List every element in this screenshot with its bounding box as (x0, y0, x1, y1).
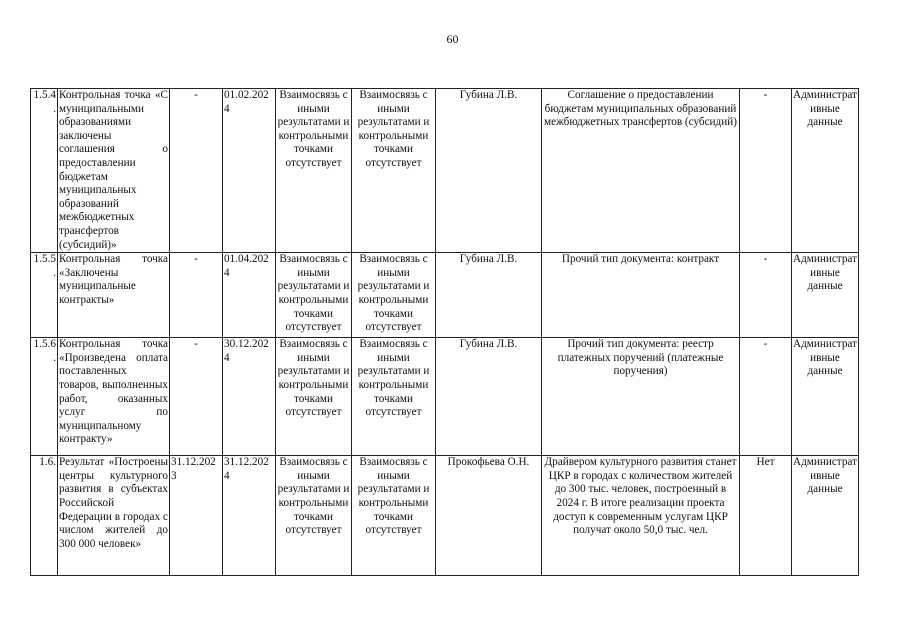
event-name: Контрольная точка «Заключены муниципальные контракты» (58, 253, 170, 338)
responsible: Губина Л.В. (436, 338, 542, 456)
predecessors: Взаимосвязь с иными результатами и контрольными точками отсутствует (276, 89, 352, 253)
table-row (31, 253, 859, 338)
end-date: 31.12.2024 (223, 456, 276, 576)
responsible: Губина Л.В. (436, 89, 542, 253)
start-date: - (170, 338, 223, 456)
gis-flag: - (740, 253, 792, 338)
info-system: Административные данные (792, 89, 859, 253)
predecessors: Взаимосвязь с иными результатами и контрольными точками отсутствует (276, 253, 352, 338)
info-system: Административные данные (792, 456, 859, 576)
page-number: 60 (446, 32, 459, 46)
start-date: 31.12.2023 (170, 456, 223, 576)
info-system: Административные данные (792, 338, 859, 456)
responsible: Губина Л.В. (436, 253, 542, 338)
row-number: 1.6. (31, 456, 58, 576)
table-row (31, 456, 859, 576)
event-name: Результат «Построены центры культурного развития в субъектах Российской Федерации в городах с числом жителей до 300 000 человек» (58, 456, 170, 576)
successors: Взаимосвязь с иными результатами и контрольными точками отсутствует (352, 253, 436, 338)
row-number: 1.5.6. (31, 338, 58, 456)
successors: Взаимосвязь с иными результатами и контрольными точками отсутствует (352, 338, 436, 456)
row-number: 1.5.5. (31, 253, 58, 338)
document-type: Прочий тип документа: контракт (542, 253, 740, 338)
successors: Взаимосвязь с иными результатами и контрольными точками отсутствует (352, 89, 436, 253)
document-type: Драйвером культурного развития станет ЦКР в городах с количеством жителей до 300 тыс. человек, построенный в 2024 г. В итоге реализации проекта доступ к современным услугам ЦКР получат около 50,0 тыс. чел. (542, 456, 740, 576)
gis-flag: - (740, 338, 792, 456)
predecessors: Взаимосвязь с иными результатами и контрольными точками отсутствует (276, 338, 352, 456)
responsible: Прокофьева О.Н. (436, 456, 542, 576)
gis-flag: Нет (740, 456, 792, 576)
document-type: Соглашение о предоставлении бюджетам муниципальных образований межбюджетных трансфертов (субсидий) (542, 89, 740, 253)
end-date: 01.02.2024 (223, 89, 276, 253)
row-number: 1.5.4. (31, 89, 58, 253)
event-name: Контрольная точка «Произведена оплата поставленных товаров, выполненных работ, оказанных услуг по муниципальному контракту» (58, 338, 170, 456)
info-system: Административные данные (792, 253, 859, 338)
event-name: Контрольная точка «С муниципальными образованиями заключены соглашения о предоставлении бюджетам муниципальных образований межбюджетных трансфертов (субсидий)» (58, 89, 170, 253)
table-row (31, 89, 859, 253)
start-date: - (170, 89, 223, 253)
gis-flag: - (740, 89, 792, 253)
document-type: Прочий тип документа: реестр платежных поручений (платежные поручения) (542, 338, 740, 456)
plan-table (30, 88, 859, 576)
end-date: 30.12.2024 (223, 338, 276, 456)
successors: Взаимосвязь с иными результатами и контрольными точками отсутствует (352, 456, 436, 576)
predecessors: Взаимосвязь с иными результатами и контрольными точками отсутствует (276, 456, 352, 576)
table-row (31, 338, 859, 456)
start-date: - (170, 253, 223, 338)
end-date: 01.04.2024 (223, 253, 276, 338)
